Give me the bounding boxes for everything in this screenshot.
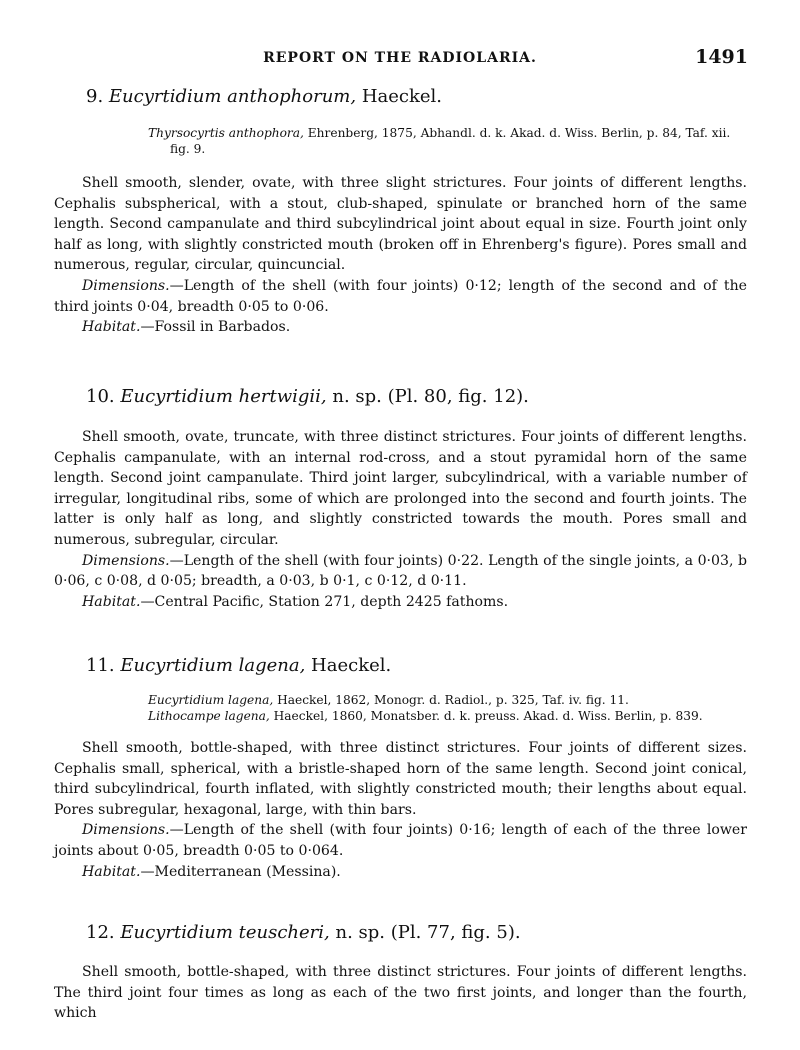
synonym-name: Thyrsocyrtis anthophora, [148,126,304,140]
species-body-11 [54,738,747,882]
species-name: Eucyrtidium anthophorum, [108,86,357,107]
species-body-12 [54,962,747,1024]
species-author: n. sp. (Pl. 80, fig. 12). [326,386,529,407]
habitat-paragraph [54,317,747,338]
species-number: 11. [86,655,115,676]
dimensions-text: —Length of the shell (with four joints) 0·22. Length of the single joints, a 0·03, b 0·06, c 0·08, d 0·05; breadth, a 0·03, b 0·1, c 0·12, d 0·11. [54,552,747,590]
description: Shell smooth, bottle-shaped, with three distinct strictures. Four joints of different sizes. Cephalis small, spherical, with a bristle-shaped horn of the same length. Second joint conical, third subcylindrical, fourth inflated, with slightly constricted mouth; their lengths about equal. Pores subregular, hexagonal, large, with thin bars. [54,740,747,818]
species-heading-10 [86,386,529,407]
dimensions-label: Dimensions. [82,822,170,839]
dimensions-label: Dimensions. [82,552,170,569]
species-heading-11 [86,655,391,676]
description: Shell smooth, ovate, truncate, with three distinct strictures. Four joints of different lengths. Cephalis campanulate, with an internal rod-cross, and a stout pyramidal horn of the same length. Second joint campanulate. Third joint larger, subcylindrical, with a variable number of irregular, longitudinal ribs, some of which are prolonged into the second and fourth joints. The latter is only half as long, and slightly constricted towards the mouth. Pores small and numerous, subregular, circular. [54,429,747,548]
dimensions-label: Dimensions. [82,277,170,294]
habitat-label: Habitat. [82,319,141,336]
dimensions-paragraph [54,276,747,317]
habitat-text: —Mediterranean (Messina). [140,863,341,880]
habitat-text: —Fossil in Barbados. [140,319,291,336]
species-number: 12. [86,922,115,943]
description: Shell smooth, bottle-shaped, with three distinct strictures. Four joints of different lengths. The third joint four times as long as each of the two first joints, and longer than the fourth, which [54,964,747,1022]
species-name: Eucyrtidium teuscheri, [120,922,330,943]
habitat-paragraph [54,592,747,613]
synonym-reference: Haeckel, 1860, Monatsber. d. k. preuss. Akad. d. Wiss. Berlin, p. 839. [269,709,703,723]
synonym-reference: Haeckel, 1862, Monogr. d. Radiol., p. 325, Taf. iv. fig. 11. [273,693,629,707]
dimensions-paragraph [54,551,747,592]
habitat-paragraph [54,862,747,883]
synonym-reference: Ehrenberg, 1875, Abhandl. d. k. Akad. d. Wiss. Berlin, p. 84, Taf. xii. fig. 9. [170,126,731,156]
dimensions-text: —Length of the shell (with four joints) 0·12; length of the second and of the third joints 0·04, breadth 0·05 to 0·06. [54,277,747,315]
species-body-9 [54,173,747,338]
habitat-text: —Central Pacific, Station 271, depth 2425 fathoms. [140,593,509,610]
species-body-10 [54,427,747,612]
description: Shell smooth, slender, ovate, with three slight strictures. Four joints of different lengths. Cephalis subspherical, with a stout, club-shaped, spinulate or branched horn of the same length. Second campanulate and third subcylindrical joint about equal in size. Fourth joint only half as long, with slightly constricted mouth (broken off in Ehrenberg's figure). Pores small and numerous, regular, circular, quincuncial. [54,175,747,274]
synonym-name: Eucyrtidium lagena, [148,693,274,707]
species-author: n. sp. (Pl. 77, fig. 5). [329,922,521,943]
running-title: REPORT ON THE RADIOLARIA. [263,50,537,66]
species-heading-9 [86,86,442,107]
page-number: 1491 [695,46,748,68]
species-name: Eucyrtidium hertwigii, [120,386,327,407]
species-name: Eucyrtidium lagena, [120,655,306,676]
running-header [0,44,800,72]
species-number: 9. [86,86,104,107]
species-heading-12 [86,922,521,943]
habitat-label: Habitat. [82,593,141,610]
synonymy-11 [148,692,748,724]
species-author: Haeckel. [356,86,443,107]
species-number: 10. [86,386,115,407]
species-author: Haeckel. [305,655,392,676]
dimensions-paragraph [54,820,747,861]
dimensions-text: —Length of the shell (with four joints) 0·16; length of each of the three lower joints about 0·05, breadth 0·05 to 0·064. [54,822,747,859]
habitat-label: Habitat. [82,863,141,880]
synonym-name: Lithocampe lagena, [148,709,270,723]
synonymy-9 [148,125,748,157]
